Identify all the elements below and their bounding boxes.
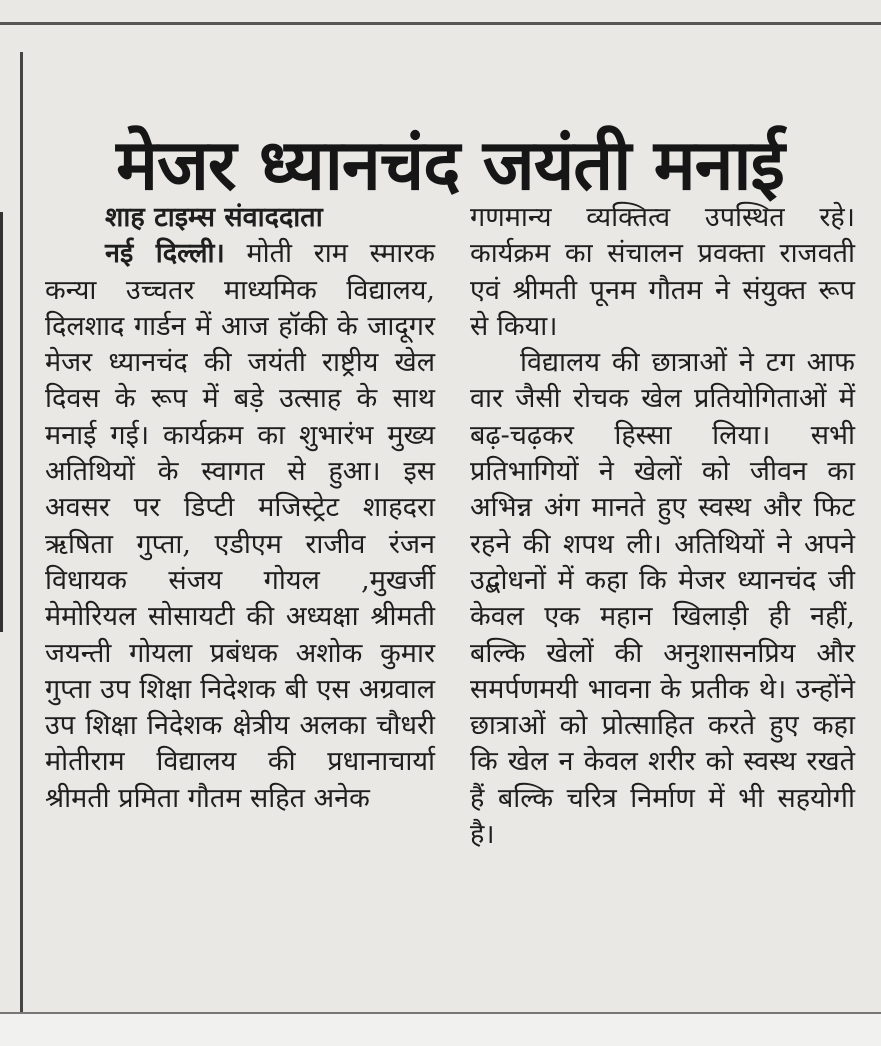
left-column [45,200,435,817]
bottom-margin [0,1012,881,1046]
column-border-rule [20,52,23,1012]
left-column-text: मोती राम स्मारक कन्या उच्चतर माध्यमिक विद्यालय, दिलशाद गार्डन में आज हॉकी के जादूगर मेजर ध्यानचंद की जयंती राष्ट्रीय खेल दिवस के रूप में बड़े उत्साह के साथ मनाई गई। कार्यक्रम का शुभारंभ मुख्य अतिथियों के स्वागत से हुआ। इस अवसर पर डिप्टी मजिस्ट्रेट शाहदरा ऋषिता गुप्ता, एडीएम राजीव रंजन विधायक संजय गोयल ,मुखर्जी मेमोरियल सोसायटी की अध्यक्षा श्रीमती जयन्ती गोयला प्रबंधक अशोक कुमार गुप्ता उप शिक्षा निदेशक बी एस अग्रवाल उप शिक्षा निदेशक क्षेत्रीय अलका चौधरी मोतीराम विद्यालय की प्रधानाचार्या श्रीमती प्रमिता गौतम सहित अनेक [45,238,436,814]
headline: मेजर ध्यानचंद जयंती मनाई [116,123,784,206]
byline: शाह टाइम्स संवाददाता [105,202,323,233]
right-paragraph-1: गणमान्य व्यक्तित्व उपस्थित रहे। कार्यक्रम का संचालन प्रवक्ता राजवती एवं श्रीमती पूनम गौतम ने संयुक्त रूप से किया। [470,202,855,342]
right-paragraph-2: विद्यालय की छात्राओं ने टग आफ वार जैसी रोचक खेल प्रतियोगिताओं में बढ़-चढ़कर हिस्सा लिया। सभी प्रतिभागियों ने खेलों को जीवन का अभिन्न अंग मानते हुए स्वस्थ और फिट रहने की शपथ ली। अतिथियों ने अपने उद्बोधनों में कहा कि मेजर ध्यानचंद जी केवल एक महान खिलाड़ी ही नहीं, बल्कि खेलों की अनुशासनप्रिय और समर्पणमयी भावना के प्रतीक थे। उन्होंने छात्राओं को प्रोत्साहित करते हुए कहा कि खेल न केवल शरीर को स्वस्थ रखते हैं बल्कि चरित्र निर्माण में भी सहयोगी है। [470,347,855,851]
right-column [470,200,855,853]
dateline: नई दिल्ली। [105,238,225,270]
left-edge-rule [0,212,3,632]
lead-paragraph [45,236,435,817]
top-rule [0,22,881,25]
